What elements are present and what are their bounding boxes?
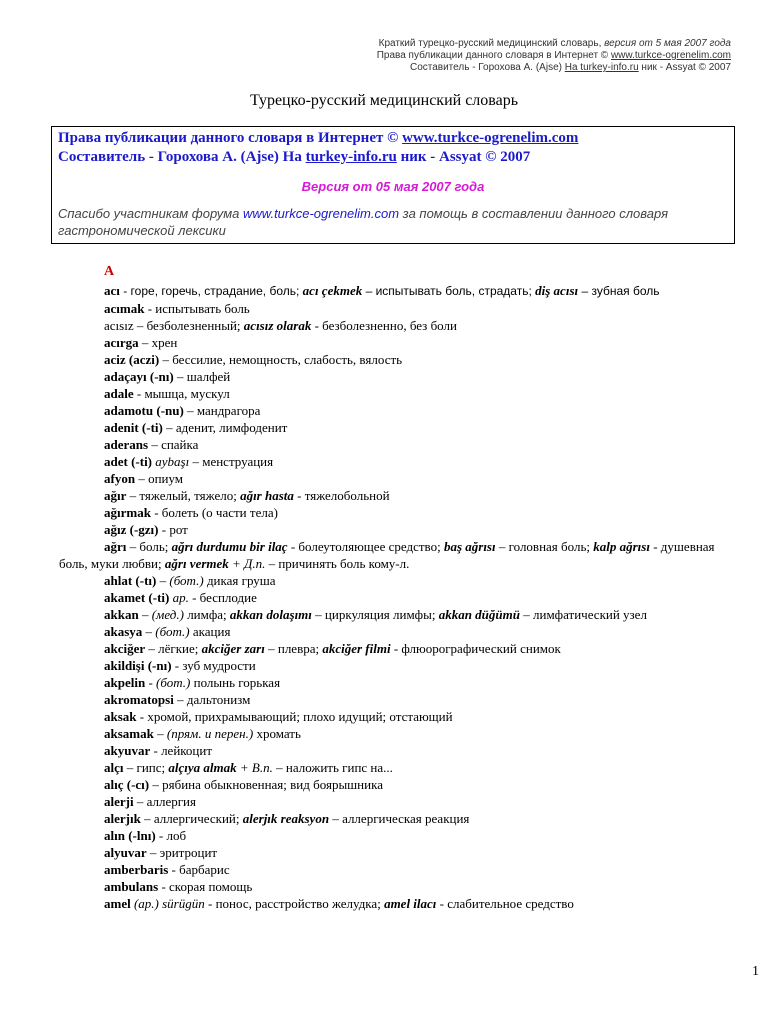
entry-text: – мандрагора — [183, 403, 261, 418]
dictionary-entry — [59, 878, 723, 895]
entry-text: – хрен — [138, 335, 178, 350]
entry-text: – причинять боль кому-л. — [265, 556, 410, 571]
dictionary-entry — [59, 640, 723, 657]
entry-text: (бот.) — [169, 573, 204, 588]
entry-text: – боль; — [126, 539, 172, 554]
entry-text: ар. — [172, 590, 189, 605]
headword: acırga — [104, 335, 139, 350]
headword: amberbaris — [104, 862, 169, 877]
entry-text: akkan dolaşımı — [229, 607, 312, 622]
dictionary-entry — [59, 691, 723, 708]
dictionary-entry — [59, 402, 723, 419]
headword: alerjık — [104, 811, 141, 826]
entry-text: akciğer filmi — [322, 641, 391, 656]
entry-text: - испытывать боль — [144, 301, 250, 316]
entry-text: – — [153, 726, 167, 741]
dictionary-entry — [59, 351, 723, 368]
entry-text: acı çekmek — [302, 283, 363, 298]
headword: ambulans — [104, 879, 159, 894]
entry-text: - безболезненно, без боли — [311, 318, 457, 333]
entry-text: – головная боль; — [495, 539, 594, 554]
headword: adaçayı (-nı) — [104, 369, 174, 384]
dictionary-entry — [59, 504, 723, 521]
headword: alın (-lnı) — [104, 828, 156, 843]
entry-text: – гипс; — [123, 760, 169, 775]
dictionary-entry — [59, 725, 723, 742]
dictionary-entry — [59, 282, 723, 300]
dictionary-entry — [59, 657, 723, 674]
entry-text: – бессилие, немощность, слабость, вялость — [159, 352, 403, 367]
headword: alyuvar — [104, 845, 147, 860]
entry-text: - лоб — [155, 828, 187, 843]
entry-text: - болеутоляющее средство; — [287, 539, 444, 554]
entry-text: acısız – безболезненный; — [104, 318, 244, 333]
dictionary-entry — [59, 419, 723, 436]
entry-text: - лейкоцит — [150, 743, 213, 758]
entry-text: - — [145, 675, 157, 690]
headword: akyuvar — [104, 743, 151, 758]
dictionary-entry — [59, 810, 723, 827]
dictionary-entry — [59, 453, 723, 470]
headword: aksak — [104, 709, 137, 724]
headword: ahlat (-tı) — [104, 573, 157, 588]
entry-text: – лимфатический узел — [520, 607, 647, 622]
entry-text: лимфа; — [183, 607, 230, 622]
dictionary-entry — [59, 317, 723, 334]
dictionary-entry — [59, 334, 723, 351]
headword: akkan — [104, 607, 139, 622]
document-title: Турецко-русский медицинский словарь — [249, 92, 519, 109]
entry-text: diş acısı — [535, 283, 579, 298]
entry-text: – аллергия — [133, 794, 196, 809]
dictionary-entry — [59, 385, 723, 402]
headword: adenit (-ti) — [104, 420, 163, 435]
thanks-note: Спасибо участникам форума www.turkce-ogrenelim.com за помощь в составлении данного словаря гастрономической лексики — [58, 206, 669, 238]
dictionary-entry — [59, 827, 723, 844]
entry-text: alçıya almak — [168, 760, 237, 775]
headword: acımak — [104, 301, 145, 316]
header-link-turkce[interactable]: www.turkce-ogrenelim.com — [610, 50, 731, 61]
entry-text: – менструация — [189, 454, 274, 469]
headword: adamotu (-nu) — [104, 403, 184, 418]
headword: akpelin — [104, 675, 146, 690]
entry-text: – зубная боль — [578, 284, 660, 298]
thanks-url[interactable]: www.turkce-ogrenelim.com — [243, 206, 400, 221]
dictionary-entry — [59, 300, 723, 317]
dictionary-entry — [59, 793, 723, 810]
rights-link[interactable]: www.turkce-ogrenelim.com — [402, 130, 579, 146]
compiler-line: Составитель - Горохова А. (Ajse) На turkey-info.ru ник - Assyat © 2007 — [58, 149, 531, 165]
headword: akildişi (-nı) — [104, 658, 172, 673]
entry-text: - скорая помощь — [158, 879, 253, 894]
headword: adet (-ti) — [104, 454, 153, 469]
dictionary-entry — [59, 776, 723, 793]
entry-text: (прям. и перен.) — [166, 726, 254, 741]
entry-text: - бесплодие — [188, 590, 257, 605]
entry-text: – шалфей — [173, 369, 231, 384]
entry-text: alerjık reaksyon — [242, 811, 330, 826]
entry-text: – аденит, лимфоденит — [162, 420, 288, 435]
entry-text: kalp ağrısı — [593, 539, 650, 554]
headword: adale — [104, 386, 134, 401]
headword: akciğer — [104, 641, 146, 656]
entry-text: хромать — [253, 726, 301, 741]
entry-text: ağrı vermek — [164, 556, 229, 571]
entry-text: + Д.п. — [228, 556, 266, 571]
entry-text: – циркуляция лимфы; — [311, 607, 439, 622]
entry-text: - тяжелобольной — [293, 488, 390, 503]
dictionary-entry — [59, 368, 723, 385]
info-box — [51, 126, 735, 244]
headword: amel — [104, 896, 131, 911]
entry-text: – плевра; — [264, 641, 323, 656]
entry-text: - мышца, мускул — [133, 386, 230, 401]
dictionary-entry — [59, 487, 723, 504]
entry-text: – спайка — [148, 437, 199, 452]
entry-text: – — [138, 607, 152, 622]
dictionary-entry — [59, 470, 723, 487]
rights-line: Права публикации данного словаря в Интернет © www.turkce-ogrenelim.com — [58, 130, 579, 146]
entry-text: - болеть (о части тела) — [150, 505, 278, 520]
entry-text: amel ilacı — [384, 896, 437, 911]
headword: ağırmak — [104, 505, 151, 520]
dictionary-entry — [59, 861, 723, 878]
entry-text: - хромой, прихрамывающий; плохо идущий; отстающий — [136, 709, 453, 724]
entry-text: (бот.) — [156, 675, 191, 690]
entry-text: - барбарис — [168, 862, 230, 877]
dictionary-entry — [59, 572, 723, 589]
dictionary-entries — [59, 282, 723, 912]
entry-text: - понос, расстройство желудка; — [204, 896, 385, 911]
entry-text: - слабительное средство — [436, 896, 574, 911]
header-line-1: Краткий турецко-русский медицинский словарь, версия от 5 мая 2007 года — [378, 38, 731, 49]
entry-text: – эритроцит — [146, 845, 218, 860]
entry-text: akkan düğümü — [438, 607, 520, 622]
entry-text: ağrı durdumu bir ilaç — [171, 539, 288, 554]
entry-text: akciğer zarı — [201, 641, 265, 656]
headword: alçı — [104, 760, 124, 775]
headword: ağrı — [104, 539, 127, 554]
headword: afyon — [104, 471, 136, 486]
entry-text: – тяжелый, тяжело; — [126, 488, 241, 503]
dictionary-entry — [59, 589, 723, 606]
section-letter: A — [104, 264, 115, 279]
dictionary-entry — [59, 521, 723, 538]
entry-text: – рябина обыкновенная; вид боярышника — [149, 777, 383, 792]
headword: aderans — [104, 437, 149, 452]
entry-text: ağır hasta — [240, 488, 294, 503]
entry-text: - флюорографический снимок — [390, 641, 561, 656]
entry-text: – лёгкие; — [145, 641, 202, 656]
compiler-link[interactable]: turkey-info.ru — [305, 149, 397, 165]
entry-text: дикая груша — [203, 573, 276, 588]
running-header — [131, 38, 731, 74]
entry-text: (бот.) — [155, 624, 190, 639]
dictionary-entry — [59, 895, 723, 912]
entry-text: – испытывать боль, страдать; — [362, 284, 536, 298]
page-number: 1 — [752, 964, 759, 979]
entry-text: – дальтонизм — [173, 692, 251, 707]
dictionary-entry — [59, 623, 723, 640]
headword: akromatopsi — [104, 692, 174, 707]
dictionary-entry — [59, 538, 723, 572]
entry-text: baş ağrısı — [443, 539, 496, 554]
dictionary-entry — [59, 436, 723, 453]
headword: aciz (aczi) — [104, 352, 160, 367]
dictionary-entry — [59, 708, 723, 725]
entry-text: - душевная боль, муки любви; — [59, 539, 715, 571]
headword: akamet (-ti) — [104, 590, 170, 605]
headword: alıç (-cı) — [104, 777, 150, 792]
entry-text: – аллергическая реакция — [329, 811, 470, 826]
headword: acı — [104, 283, 120, 298]
dictionary-entry — [59, 606, 723, 623]
header-link-turkey-info[interactable]: На turkey-info.ru — [564, 62, 639, 73]
entry-text: – — [156, 573, 170, 588]
headword: akasya — [104, 624, 143, 639]
entry-text: – опиум — [135, 471, 184, 486]
dictionary-entry — [59, 844, 723, 861]
dictionary-entry — [59, 674, 723, 691]
entry-text: – аллергический; — [140, 811, 243, 826]
entry-text: + В.п. — [236, 760, 273, 775]
headword: ağır — [104, 488, 127, 503]
entry-text: – наложить гипс на... — [272, 760, 393, 775]
entry-text: полынь горькая — [190, 675, 281, 690]
entry-text: - рот — [158, 522, 188, 537]
entry-text: (мед.) — [151, 607, 184, 622]
entry-text: акация — [189, 624, 231, 639]
entry-text: - горе, горечь, страдание, боль; — [119, 284, 303, 298]
dictionary-entry — [59, 742, 723, 759]
version-label: Версия от 05 мая 2007 года — [301, 179, 485, 194]
header-line-3: Составитель - Горохова А. (Ajse) На turkey-info.ru ник - Assyat © 2007 — [409, 62, 731, 73]
dictionary-entry — [59, 759, 723, 776]
header-line-2: Права публикации данного словаря в Интернет © www.turkce-ogrenelim.com — [376, 50, 731, 61]
entry-text: aybaşı — [155, 454, 190, 469]
entry-text: (ар.) sürügün — [133, 896, 205, 911]
headword: alerji — [104, 794, 134, 809]
entry-text: acısız olarak — [243, 318, 312, 333]
entry-text: – — [142, 624, 156, 639]
headword: aksamak — [104, 726, 154, 741]
headword: ağız (-gzı) — [104, 522, 159, 537]
entry-text: - зуб мудрости — [171, 658, 256, 673]
